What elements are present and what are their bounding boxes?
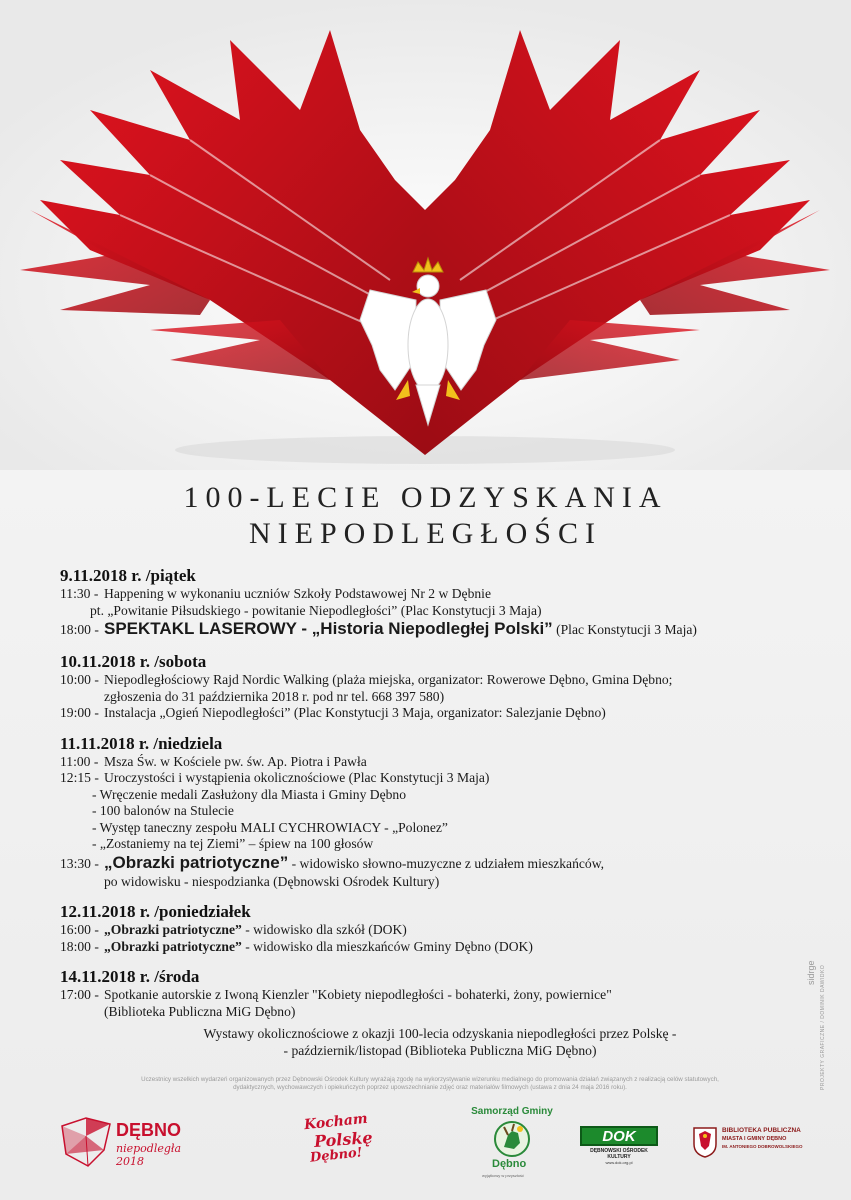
day-14-11: [60, 967, 820, 1020]
title-line-2: NIEPODLEGŁOŚCI: [249, 517, 602, 550]
kocham-line-1: Kocham: [303, 1110, 369, 1134]
event-desc: - widowisko dla mieszkańców Gminy Dębno (DOK): [241, 938, 533, 954]
event-desc-continued: pt. „Powitanie Piłsudskiego - powitanie Niepodległości” (Plac Konstytucji 3 Maja): [90, 602, 542, 618]
event-desc: Instalacja „Ogień Niepodległości” (Plac Konstytucji 3 Maja, organizator: Salezjanie Dębno): [104, 705, 606, 720]
highlight-title: „Obrazki patriotyczne”: [104, 852, 289, 872]
biblioteka-line-2: MIASTA I GMINY DĘBNO: [722, 1136, 787, 1142]
day-weekday: /sobota: [154, 652, 207, 671]
samorzad-city: Dębno: [492, 1158, 527, 1170]
day-12-11: [60, 902, 820, 955]
day-heading: [60, 652, 820, 672]
event-subitem: - 100 balonów na Stulecie: [92, 803, 234, 818]
dok-logo: [578, 1126, 660, 1165]
kocham-line-2: Polskę: [313, 1127, 374, 1152]
event-program: [60, 566, 820, 1032]
exhibition-line-2: - październik/listopad (Biblioteka Publiczna MiG Dębno): [283, 1043, 597, 1058]
highlight-desc: - widowisko słowno-muzyczne z udziałem mieszkańców,: [288, 855, 605, 871]
event-desc: Niepodległościowy Rajd Nordic Walking (plaża miejska, organizator: Rowerowe Dębno, Gmina Dębno;: [104, 672, 673, 687]
debno-niepodlegla-logo: [58, 1110, 208, 1174]
event-desc-continued: zgłoszenia do 31 października 2018 r. pod nr tel. 668 397 580): [104, 688, 445, 704]
event-title: „Obrazki patriotyczne”: [104, 922, 242, 937]
event-desc: Uroczystości i wystąpienia okolicznościowe (Plac Konstytucji 3 Maja): [104, 770, 490, 785]
event-title: „Obrazki patriotyczne”: [104, 938, 242, 954]
title-line-1: 100-LECIE ODZYSKANIA: [183, 481, 668, 514]
day-date: 9.11.2018 r.: [60, 566, 142, 585]
debno-logo-tag: niepodległa 2018: [116, 1142, 182, 1168]
event-time: 18:00 -: [60, 622, 99, 637]
day-heading: [60, 967, 820, 987]
day-date: 10.11.2018 r.: [60, 652, 151, 671]
day-heading: [60, 734, 820, 754]
event-time: 10:00 -: [60, 672, 99, 687]
event-time: 11:30 -: [60, 586, 99, 601]
credits-brand: sidrge: [806, 960, 816, 985]
highlight-title: SPEKTAKL LASEROWY - „Historia Niepodległej Polski”: [104, 619, 553, 638]
event-desc: Happening w wykonaniu uczniów Szkoły Podstawowej Nr 2 w Dębnie: [104, 586, 491, 601]
event-desc-continued: po widowisku - niespodzianka (Dębnowski Ośrodek Kultury): [104, 873, 440, 889]
day-10-11: [60, 652, 820, 722]
event-row: [60, 672, 820, 689]
event-row: [60, 770, 820, 787]
legal-fine-print: Uczestnicy wszelkich wydarzeń organizowanych przez Dębnowski Ośrodek Kultury wyrażają zgodę na wykorzystywanie wizerunku medialnego do promowania działań związanych z realizacją celów statutowych, dydaktycznych, wychowawczych i opiekuńczych poprzez upowszechnianie zdjęć oraz materiałów filmowych (ustawa z dnia 24 maja 2016 roku).: [141, 1076, 719, 1091]
day-date: 14.11.2018 r.: [60, 967, 151, 986]
event-desc-continued: (Biblioteka Publiczna MiG Dębno): [104, 1003, 296, 1019]
credits-text: PROJEKTY GRAFICZNE / DOMINIK DAWIDKO: [820, 964, 826, 1090]
debno-logo-name: DĘBNO: [116, 1120, 182, 1140]
crest-icon: [692, 1126, 718, 1158]
vertical-credits: [810, 930, 824, 1090]
day-9-11: [60, 566, 820, 640]
event-row-highlight: [60, 619, 820, 640]
day-weekday: /piątek: [145, 566, 196, 585]
eagle-wings-illustration: [0, 0, 851, 470]
title-block: [0, 480, 851, 552]
event-time: 13:30 -: [60, 855, 99, 871]
event-row: [60, 754, 820, 771]
event-time: 17:00 -: [60, 987, 99, 1002]
event-row: [60, 939, 820, 956]
event-row: [60, 705, 820, 722]
event-desc: Spotkanie autorskie z Iwoną Kienzler "Kobiety niepodległości - bohaterki, żony, powiernice": [104, 987, 612, 1002]
kocham-polske-debno-logo: [300, 1112, 380, 1170]
day-date: 12.11.2018 r.: [60, 902, 151, 921]
biblioteka-line-3: IM. ANTONIEGO DOBROWOLSKIEGO: [722, 1144, 803, 1149]
day-date: 11.11.2018 r.: [60, 733, 150, 753]
event-subitem: - „Zostaniemy na tej Ziemi” – śpiew na 100 głosów: [92, 836, 374, 851]
exhibition-line-1: Wystawy okolicznościowe z okazji 100-lecia odzyskania niepodległości przez Polskę -: [203, 1026, 677, 1041]
event-row: [60, 922, 820, 939]
deer-emblem-icon: [492, 1119, 532, 1159]
polygon-map-icon: [58, 1114, 114, 1170]
event-desc: - widowisko dla szkół (DOK): [241, 922, 407, 937]
event-row-highlight: [60, 853, 820, 874]
event-time: 16:00 -: [60, 922, 99, 937]
dok-logo-fullname: DĘBNOWSKI OŚRODEK KULTURY: [590, 1148, 648, 1160]
event-desc: Msza Św. w Kościele pw. św. Ap. Piotra i Pawła: [104, 753, 367, 769]
kocham-line-3: Dębno!: [309, 1145, 364, 1166]
event-time: 12:15 -: [60, 770, 99, 785]
event-time: 18:00 -: [60, 938, 99, 954]
samorzad-motto: wyjątkowy w przyszłość: [482, 1173, 525, 1178]
day-weekday: /poniedziałek: [154, 902, 251, 921]
highlight-location: (Plac Konstytucji 3 Maja): [552, 622, 697, 637]
samorzad-gminy-logo: [462, 1106, 562, 1186]
day-weekday: /niedziela: [153, 733, 223, 753]
exhibition-note: [60, 1025, 820, 1059]
day-heading: [60, 902, 820, 922]
event-subitem: - Występ taneczny zespołu MALI CYCHROWIACY - „Polonez”: [92, 819, 448, 835]
event-row: [60, 987, 820, 1004]
samorzad-heading: Samorząd Gminy: [471, 1106, 553, 1117]
dok-logo-website: www.dok.org.pl: [605, 1160, 633, 1165]
event-row: [60, 586, 820, 603]
day-heading: [60, 566, 820, 586]
event-subitem: - Wręczenie medali Zasłużony dla Miasta i Gminy Dębno: [92, 786, 407, 802]
dok-logo-mark: DOK: [580, 1126, 658, 1146]
day-11-11: [60, 734, 820, 891]
biblioteka-line-1: BIBLIOTEKA PUBLICZNA: [722, 1127, 801, 1134]
event-time: 19:00 -: [60, 705, 99, 720]
event-time: 11:00 -: [60, 753, 99, 769]
biblioteka-logo: [690, 1124, 803, 1164]
day-weekday: /środa: [154, 967, 200, 986]
